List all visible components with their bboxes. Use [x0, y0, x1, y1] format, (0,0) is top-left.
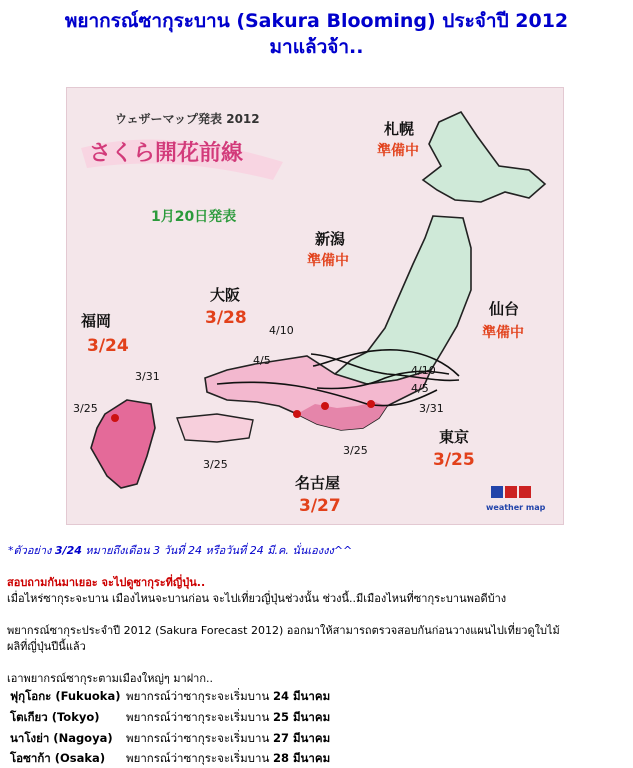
forecast-row: นาโงย่า (Nagoya) พยากรณ์ว่าซากุระจะเริ่มบาน 27 มีนาคม — [10, 731, 331, 745]
map-header: ウェザーマップ発表 2012 — [115, 112, 260, 126]
page-title — [0, 8, 633, 60]
section-heading: สอบถามกันมาเยอะ จะไปดูซากุระที่ญี่ปุ่น.. — [7, 576, 206, 589]
example-note: *ตัวอย่าง 3/24 หมายถึงเดือน 3 วันที่ 24 หรือวันที่ 24 มี.ค. นั่นเองงง^^ — [8, 544, 353, 557]
city-tokyo: 東京 — [439, 428, 470, 446]
map-issued-date: 1月20日発表 — [151, 209, 237, 225]
bloom-line-label: 3/25 — [343, 444, 368, 457]
sakura-forecast-map — [66, 87, 564, 525]
example-date: 3/24 — [54, 544, 82, 557]
forecast-row: โตเกียว (Tokyo) พยากรณ์ว่าซากุระจะเริ่มบาน 25 มีนาคม — [10, 710, 331, 724]
bloom-line-label: 4/5 — [411, 382, 429, 395]
forecast-row: โอซาก้า (Osaka) พยากรณ์ว่าซากุระจะเริ่มบาน 28 มีนาคม — [10, 751, 331, 765]
city-nagoya: 名古屋 — [295, 474, 341, 492]
sendai-value: 準備中 — [482, 325, 524, 341]
bloom-line-label: 3/31 — [419, 402, 444, 415]
sapporo-value: 準備中 — [377, 143, 419, 159]
city-niigata: 新潟 — [315, 230, 346, 248]
paragraph-2-line-1: พยากรณ์ซากุระประจำปี 2012 (Sakura Forecast 2012) ออกมาให้สามารถตรวจสอบกันก่อนวางแผนไปเที่ยวดูใบไม้ — [7, 624, 560, 637]
city-sapporo: 札幌 — [384, 120, 415, 138]
nagoya-value: 3/27 — [299, 496, 341, 516]
title-line-2: มาแล้วจ้า.. — [269, 36, 364, 58]
paragraph-1: เมื่อไหร่ซากุระจะบาน เมืองไหนจะบานก่อน จะไปเที่ยวญี่ปุ่นช่วงนั้น ช่วงนี้..มีเมืองไหนที่ซากุระบานพอดีบ้าง — [7, 592, 507, 605]
fukuoka-dot — [111, 414, 119, 422]
forecast-row: ฟุกุโอกะ (Fukuoka) พยากรณ์ว่าซากุระจะเริ่มบาน 24 มีนาคม — [10, 689, 331, 703]
tokyo-value: 3/25 — [433, 450, 475, 470]
osaka-value: 3/28 — [205, 308, 247, 328]
bloom-line-label: 3/25 — [203, 458, 228, 471]
city-fukuoka: 福岡 — [81, 312, 112, 330]
title-line-1: พยากรณ์ซากุระบาน (Sakura Blooming) ประจำปี 2012 — [64, 10, 569, 32]
city-sendai: 仙台 — [489, 300, 520, 318]
niigata-value: 準備中 — [307, 253, 349, 269]
bloom-line-label: 3/25 — [73, 402, 98, 415]
bloom-line-label: 3/31 — [135, 370, 160, 383]
bloom-line-label: 4/5 — [253, 354, 271, 367]
bloom-line-label: 4/10 — [269, 324, 294, 337]
forecast-intro: เอาพยากรณ์ซากุระตามเมืองใหญ่ๆ มาฝาก.. — [7, 672, 213, 685]
paragraph-2-line-2: ผลิที่ญี่ปุ่นปีนี้แล้ว — [7, 640, 86, 653]
bloom-line-label: 4/10 — [411, 364, 436, 377]
fukuoka-value: 3/24 — [87, 336, 129, 356]
weathermap-logo: weather map — [486, 503, 546, 512]
map-banner: さくら開花前線 — [89, 141, 244, 166]
city-osaka: 大阪 — [210, 286, 241, 304]
